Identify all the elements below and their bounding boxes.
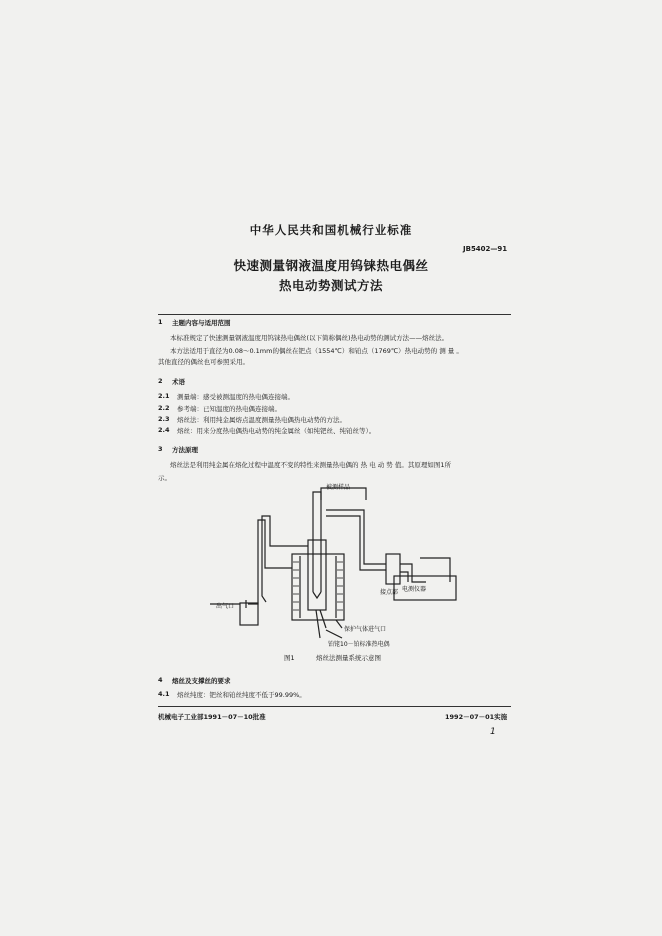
label-thermocouple: 铂铑10－铂标准热电偶	[328, 641, 390, 648]
term-text: 参考端：已知温度的热电偶连接端。	[177, 405, 281, 413]
requirement-number: 4.1	[158, 690, 170, 698]
term-text: 测量端：感受被测温度的热电偶连接端。	[177, 393, 294, 401]
label-sample: 被测样品	[326, 484, 351, 491]
header-rule	[158, 314, 511, 315]
outlet-bottle	[240, 603, 258, 625]
footer-rule	[158, 706, 511, 707]
label-gas-inlet: 保护气体进气口	[344, 626, 387, 633]
label-outlet: 出气口	[216, 603, 235, 610]
page-number: 1	[490, 727, 496, 737]
section1-para-line1: 本标准规定了快速测量钢液温度用钨铼热电偶丝(以下简称偶丝)热电动势的测试方法——熔丝法。	[170, 334, 449, 342]
term-text: 熔丝法：利用纯金属熔点温度测量热电偶热电动势的方法。	[177, 416, 346, 424]
figure-caption-text: 熔丝法测量系统示意图	[316, 654, 381, 662]
document-title-line2: 热电动势测试方法	[278, 278, 383, 293]
section3-heading: 方法原理	[172, 446, 198, 454]
term-number: 2.3	[158, 415, 170, 423]
term-number: 2.4	[158, 426, 170, 434]
section1-number: 1	[158, 318, 163, 326]
section4-number: 4	[158, 676, 163, 684]
section3-number: 3	[158, 445, 163, 453]
section3-para-line1: 熔丝法是利用纯金属在熔化过程中温度不变的特性来测量热电偶的 热 电 动 势 值。其原理如图1所	[170, 461, 451, 469]
section1-para-line2: 本方法适用于直径为0.08～0.1mm的偶丝在钯点（1554℃）和铂点（1769℃）热电动势的 测 量 。	[170, 347, 463, 355]
measurement-system-diagram	[150, 480, 520, 670]
section1-para-line3: 其他直径的偶丝也可参照采用。	[158, 358, 249, 366]
section2-heading: 术语	[172, 378, 185, 386]
term-number: 2.1	[158, 392, 170, 400]
sample-junction	[313, 592, 321, 598]
section3-para-line2: 示。	[158, 474, 171, 482]
effective-date: 1992－07－01实施	[445, 713, 508, 721]
junction-box	[386, 554, 400, 584]
sealed-tube	[308, 540, 326, 610]
standard-type: 中华人民共和国机械行业标准	[249, 223, 413, 237]
term-text: 熔丝：用来分度热电偶热电动势的纯金属丝（如纯钯丝、纯铂丝等）。	[177, 427, 376, 435]
section1-heading: 主题内容与适用范围	[172, 319, 231, 327]
label-junction: 接点部	[380, 589, 399, 596]
section2-number: 2	[158, 377, 163, 385]
standard-code: JB5402—91	[463, 245, 508, 253]
label-instrument: 电测仪器	[402, 586, 427, 593]
document-title-line1: 快速测量钢液温度用钨铼热电偶丝	[233, 258, 429, 273]
section4-heading: 熔丝及支撑丝的要求	[172, 677, 231, 685]
requirement-text: 熔丝纯度：钯丝和铂丝纯度不低于99.99%。	[177, 691, 306, 699]
approval-date: 机械电子工业部1991－07－10批准	[158, 713, 266, 721]
term-number: 2.2	[158, 404, 170, 412]
figure-caption-number: 图1	[284, 654, 295, 662]
